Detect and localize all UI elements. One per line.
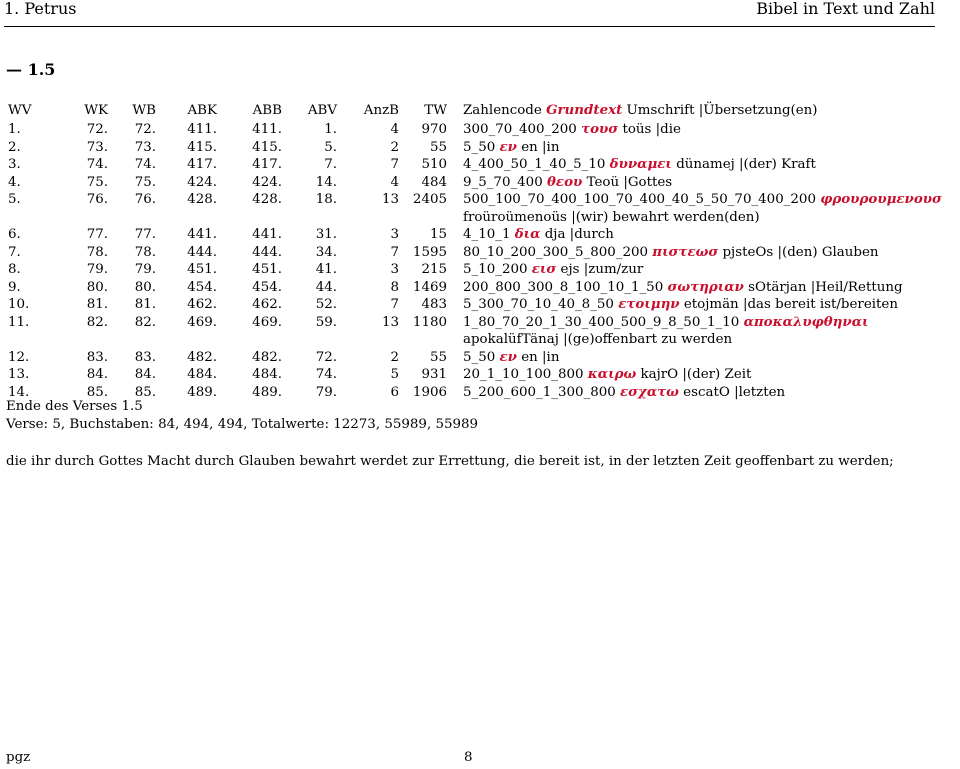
transliteration-translation: froüroümenoüs |(wir) bewahrt werden(den): [463, 209, 760, 225]
number-code: 20_1_10_100_800: [463, 367, 584, 382]
table-cell: 75.: [86, 174, 108, 190]
table-cell: 79.: [315, 384, 337, 400]
table-cell: 84.: [134, 367, 156, 382]
table-row: [8, 121, 953, 139]
table-cell: 2: [390, 349, 399, 365]
code-cell: [447, 279, 953, 297]
table-cell: 1595: [412, 244, 447, 260]
greek-word: δυναμει: [609, 156, 672, 172]
col-header-code: [447, 100, 953, 121]
table-cell: 13: [381, 314, 399, 330]
table-cell: 469.: [252, 314, 282, 330]
table-cell: 82.: [86, 314, 108, 330]
col-header-code-part3: Umschrift |Übersetzung(en): [622, 103, 818, 118]
transliteration-translation: etojmän |das bereit ist/bereiten: [683, 297, 898, 312]
table-cell: 73.: [86, 139, 108, 155]
table-cell: 3.: [8, 157, 21, 172]
table-cell: 77.: [134, 227, 156, 242]
transliteration-translation: dja |durch: [544, 227, 614, 242]
verse-table: [8, 100, 953, 401]
col-header: WV: [8, 103, 32, 118]
table-cell: 84.: [86, 367, 108, 382]
transliteration-translation: toüs |die: [622, 122, 681, 137]
table-cell: 489.: [187, 384, 217, 400]
number-code: 5_300_70_10_40_8_50: [463, 297, 614, 312]
table-row: [8, 244, 953, 262]
table-cell: 2.: [8, 139, 21, 155]
table-cell: 80.: [134, 279, 156, 295]
number-code: 4_10_1: [463, 227, 511, 242]
number-code: 500_100_70_400_100_70_400_40_5_50_70_400_200: [463, 192, 816, 207]
table-cell: 14.: [315, 174, 337, 190]
table-cell: 444.: [187, 244, 217, 260]
code-cell: [447, 156, 953, 174]
table-cell: 5.: [324, 139, 337, 155]
table-cell: 85.: [86, 384, 108, 400]
table-cell: 931: [421, 367, 447, 382]
table-row: [8, 139, 953, 157]
table-cell: 85.: [134, 384, 156, 400]
table-cell: 76.: [134, 192, 156, 207]
table-cell: 80.: [86, 279, 108, 295]
table-cell: 34.: [315, 244, 337, 260]
table-cell: 4: [390, 174, 399, 190]
table-cell: 484.: [187, 367, 217, 382]
table-cell: 77.: [86, 227, 108, 242]
section-heading: — 1.5: [6, 60, 56, 79]
code-cell: [447, 244, 953, 262]
table-header-row: [8, 100, 953, 121]
table-row: [8, 261, 953, 279]
col-header: ABV: [307, 103, 337, 118]
code-cell: [447, 191, 953, 226]
greek-word: ετοιμην: [618, 296, 680, 312]
transliteration-translation: en |in: [521, 139, 560, 155]
table-cell: 489.: [252, 384, 282, 400]
table-cell: 1469: [412, 279, 447, 295]
table-cell: 7: [390, 244, 399, 260]
table-row: [8, 366, 953, 384]
col-header-code-grundtext: Grundtext: [546, 102, 623, 118]
table-cell: 73.: [134, 139, 156, 155]
table-cell: 970: [421, 122, 447, 137]
number-code: 5_200_600_1_300_800: [463, 384, 616, 400]
col-header: ABB: [252, 103, 282, 118]
table-cell: 428.: [252, 192, 282, 207]
table-cell: 484.: [252, 367, 282, 382]
table-cell: 79.: [134, 262, 156, 277]
table-cell: 428.: [187, 192, 217, 207]
table-row: [8, 191, 953, 226]
table-cell: 469.: [187, 314, 217, 330]
greek-word: φρουρουμενουσ: [820, 191, 942, 207]
table-cell: 72.: [86, 122, 108, 137]
table-cell: 82.: [134, 314, 156, 330]
footer-label: pgz: [6, 750, 31, 765]
transliteration-translation: pjsteOs |(den) Glauben: [722, 244, 879, 260]
number-code: 1_80_70_20_1_30_400_500_9_8_50_1_10: [463, 314, 740, 330]
number-code: 80_10_200_300_5_800_200: [463, 244, 649, 260]
table-cell: 78.: [86, 244, 108, 260]
table-cell: 59.: [315, 314, 337, 330]
table-cell: 462.: [187, 297, 217, 312]
table-cell: 411.: [252, 122, 282, 137]
table-cell: 1180: [412, 314, 447, 330]
table-row: [8, 279, 953, 297]
table-cell: 1906: [412, 384, 447, 400]
col-header: WK: [84, 103, 108, 118]
table-cell: 55: [429, 139, 447, 155]
transliteration-translation: escatO |letzten: [683, 384, 786, 400]
running-header-title: Bibel in Text und Zahl: [756, 0, 935, 18]
greek-word: εν: [499, 138, 517, 155]
code-cell: [447, 384, 953, 402]
table-cell: 424.: [252, 174, 282, 190]
header-rule: [4, 26, 935, 27]
table-cell: 215: [421, 262, 447, 277]
table-cell: 15: [429, 227, 447, 242]
table-cell: 78.: [134, 244, 156, 260]
col-header-code-part1: Zahlencode: [463, 103, 547, 118]
table-cell: 1.: [8, 122, 21, 137]
table-cell: 8: [390, 279, 399, 295]
table-cell: 454.: [187, 279, 217, 295]
table-cell: 417.: [252, 157, 282, 172]
table-cell: 14.: [8, 384, 30, 400]
table-cell: 441.: [252, 227, 282, 242]
table-row: [8, 349, 953, 367]
table-cell: 7: [390, 157, 399, 172]
code-cell: [447, 314, 953, 349]
table-cell: 18.: [315, 192, 337, 207]
greek-word: δια: [514, 226, 541, 242]
table-cell: 83.: [86, 349, 108, 365]
table-cell: 415.: [252, 139, 282, 155]
table-cell: 483: [421, 297, 447, 312]
transliteration-translation: en |in: [521, 349, 560, 365]
table-cell: 454.: [252, 279, 282, 295]
table-cell: 55: [429, 349, 447, 365]
table-cell: 75.: [134, 174, 156, 190]
table-cell: 3: [390, 227, 399, 242]
greek-word: εν: [499, 348, 517, 365]
table-row: [8, 314, 953, 349]
table-cell: 6.: [8, 227, 21, 242]
code-cell: [447, 174, 953, 192]
table-cell: 7: [390, 297, 399, 312]
greek-word: εσχατω: [620, 383, 679, 400]
table-cell: 52.: [315, 297, 337, 312]
table-cell: 510: [421, 157, 447, 172]
transliteration-translation: kajrO |(der) Zeit: [640, 367, 752, 382]
table-row: [8, 226, 953, 244]
table-row: [8, 174, 953, 192]
table-cell: 441.: [187, 227, 217, 242]
table-cell: 81.: [134, 297, 156, 312]
greek-word: σωτηριαν: [667, 278, 744, 295]
table-cell: 72.: [315, 349, 337, 365]
greek-word: πιστεωσ: [652, 243, 719, 260]
table-cell: 444.: [252, 244, 282, 260]
transliteration-translation: apokalüfTänaj |(ge)offenbart zu werden: [463, 332, 733, 347]
table-cell: 1.: [324, 122, 337, 137]
greek-word: αποκαλυφθηναι: [743, 313, 869, 330]
transliteration-translation: sOtärjan |Heil/Rettung: [748, 279, 903, 295]
number-code: 4_400_50_1_40_5_10: [463, 157, 606, 172]
number-code: 200_800_300_8_100_10_1_50: [463, 279, 664, 295]
table-cell: 74.: [86, 157, 108, 172]
table-row: [8, 296, 953, 314]
col-header: TW: [424, 103, 447, 118]
table-cell: 13: [381, 192, 399, 207]
transliteration-translation: ejs |zum/zur: [560, 262, 644, 277]
greek-word: τουσ: [581, 121, 619, 137]
table-row: [8, 384, 953, 402]
code-cell: [447, 226, 953, 244]
table-cell: 41.: [315, 262, 337, 277]
table-cell: 482.: [187, 349, 217, 365]
code-cell: [447, 139, 953, 157]
table-cell: 10.: [8, 297, 30, 312]
page-number: 8: [464, 750, 473, 765]
table-cell: 74.: [134, 157, 156, 172]
table-cell: 4: [390, 122, 399, 137]
table-cell: 72.: [134, 122, 156, 137]
col-header: AnzB: [363, 103, 399, 118]
table-cell: 79.: [86, 262, 108, 277]
table-cell: 482.: [252, 349, 282, 365]
number-code: 5_50: [463, 139, 496, 155]
table-cell: 83.: [134, 349, 156, 365]
table-row: [8, 156, 953, 174]
code-cell: [447, 121, 953, 139]
table-cell: 6: [390, 384, 399, 400]
table-cell: 2405: [412, 192, 447, 207]
col-header: ABK: [187, 103, 217, 118]
table-cell: 76.: [86, 192, 108, 207]
table-cell: 8.: [8, 262, 21, 277]
table-cell: 11.: [8, 314, 30, 330]
greek-word: καιρω: [587, 366, 637, 382]
table-cell: 411.: [187, 122, 217, 137]
code-cell: [447, 296, 953, 314]
number-code: 9_5_70_400: [463, 174, 543, 190]
code-cell: [447, 366, 953, 384]
number-code: 5_50: [463, 349, 496, 365]
table-cell: 7.: [8, 244, 21, 260]
table-cell: 451.: [187, 262, 217, 277]
table-cell: 3: [390, 262, 399, 277]
table-cell: 13.: [8, 367, 30, 382]
col-header: WB: [132, 103, 156, 118]
table-cell: 424.: [187, 174, 217, 190]
code-cell: [447, 349, 953, 367]
transliteration-translation: Teoü |Gottes: [586, 174, 673, 190]
verse-end-label: Ende des Verses 1.5: [6, 399, 143, 414]
running-header-book: 1. Petrus: [4, 0, 77, 18]
table-cell: 12.: [8, 349, 30, 365]
table-cell: 2: [390, 139, 399, 155]
table-cell: 451.: [252, 262, 282, 277]
greek-word: θεου: [547, 173, 583, 190]
greek-word: εισ: [531, 261, 557, 277]
table-cell: 484: [421, 174, 447, 190]
table-cell: 462.: [252, 297, 282, 312]
table-cell: 81.: [86, 297, 108, 312]
verse-stats: Verse: 5, Buchstaben: 84, 494, 494, Totalwerte: 12273, 55989, 55989: [6, 417, 479, 432]
table-cell: 5.: [8, 192, 21, 207]
table-cell: 44.: [315, 279, 337, 295]
table-cell: 4.: [8, 174, 21, 190]
number-code: 300_70_400_200: [463, 122, 577, 137]
table-cell: 415.: [187, 139, 217, 155]
code-cell: [447, 261, 953, 279]
table-cell: 7.: [324, 157, 337, 172]
table-cell: 5: [390, 367, 399, 382]
number-code: 5_10_200: [463, 262, 528, 277]
table-cell: 31.: [315, 227, 337, 242]
verse-translation: die ihr durch Gottes Macht durch Glauben bewahrt werdet zur Errettung, die bereit ist, in der letzten Zeit geoffenbart zu werden;: [6, 454, 894, 469]
table-cell: 74.: [315, 367, 337, 382]
transliteration-translation: dünamej |(der) Kraft: [676, 157, 816, 172]
table-cell: 9.: [8, 279, 21, 295]
table-cell: 417.: [187, 157, 217, 172]
